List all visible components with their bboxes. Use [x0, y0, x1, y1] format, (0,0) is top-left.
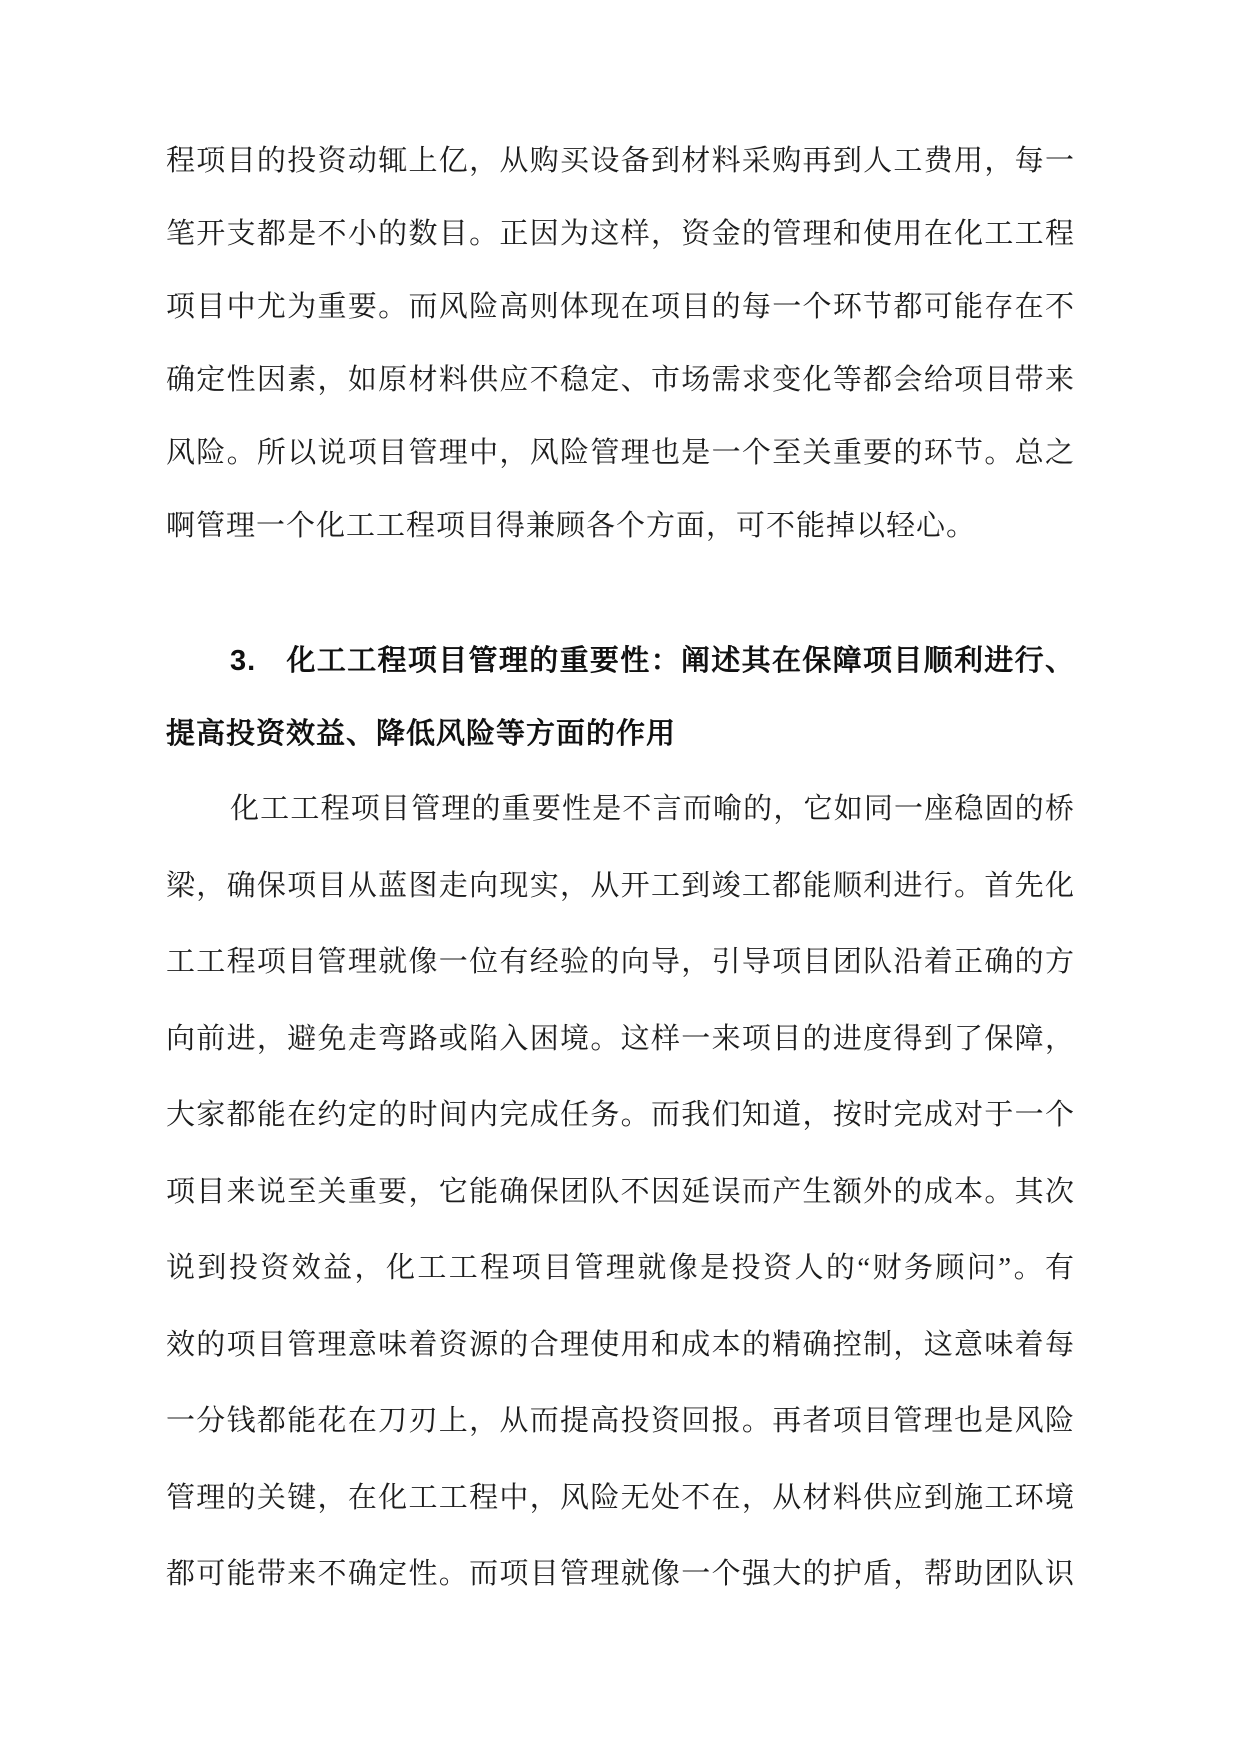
- text-line: 笔开支都是不小的数目。正因为这样，资金的管理和使用在化工工程: [166, 218, 1075, 250]
- text-line: 大家都能在约定的时间内完成任务。而我们知道，按时完成对于一个: [166, 1099, 1075, 1131]
- paragraph-continuation: [166, 125, 1075, 563]
- heading-text: 化工工程项目管理的重要性：阐述其在保障项目顺利进行、: [286, 645, 1075, 677]
- text-line: 都可能带来不确定性。而项目管理就像一个强大的护盾，帮助团队识: [166, 1558, 1075, 1590]
- text-line: 风险。所以说项目管理中，风险管理也是一个至关重要的环节。总之: [166, 437, 1075, 469]
- text-line: 化工工程项目管理的重要性是不言而喻的，它如同一座稳固的桥: [230, 793, 1075, 825]
- heading-line: [166, 625, 1075, 698]
- heading-number: 3.: [230, 645, 257, 677]
- heading-line: 提高投资效益、降低风险等方面的作用: [166, 718, 677, 750]
- text-line: 梁，确保项目从蓝图走向现实，从开工到竣工都能顺利进行。首先化: [166, 869, 1075, 902]
- text-line: 工工程项目管理就像一位有经验的向导，引导项目团队沿着正确的方: [166, 946, 1075, 978]
- text-line: 啊管理一个化工工程项目得兼顾各个方面，可不能掉以轻心。: [166, 510, 977, 542]
- text-line: 向前进，避免走弯路或陷入困境。这样一来项目的进度得到了保障，: [166, 1022, 1075, 1055]
- text-line: 程项目的投资动辄上亿，从购买设备到材料采购再到人工费用，每一: [166, 145, 1075, 177]
- text-line: 一分钱都能花在刀刃上，从而提高投资回报。再者项目管理也是风险: [166, 1405, 1075, 1437]
- text-line: 说到投资效益，化工工程项目管理就像是投资人的“财务顾问”。有: [166, 1252, 1075, 1284]
- text-line: 效的项目管理意味着资源的合理使用和成本的精确控制，这意味着每: [166, 1328, 1075, 1361]
- text-line: 确定性因素，如原材料供应不稳定、市场需求变化等都会给项目带来: [166, 364, 1075, 396]
- paragraph-importance: [166, 771, 1075, 1613]
- text-line: 项目来说至关重要，它能确保团队不因延误而产生额外的成本。其次: [166, 1175, 1075, 1208]
- text-line: 管理的关键，在化工工程中，风险无处不在，从材料供应到施工环境: [166, 1481, 1075, 1514]
- text-line: 项目中尤为重要。而风险高则体现在项目的每一个环节都可能存在不: [166, 291, 1075, 323]
- section-heading: [166, 625, 1075, 771]
